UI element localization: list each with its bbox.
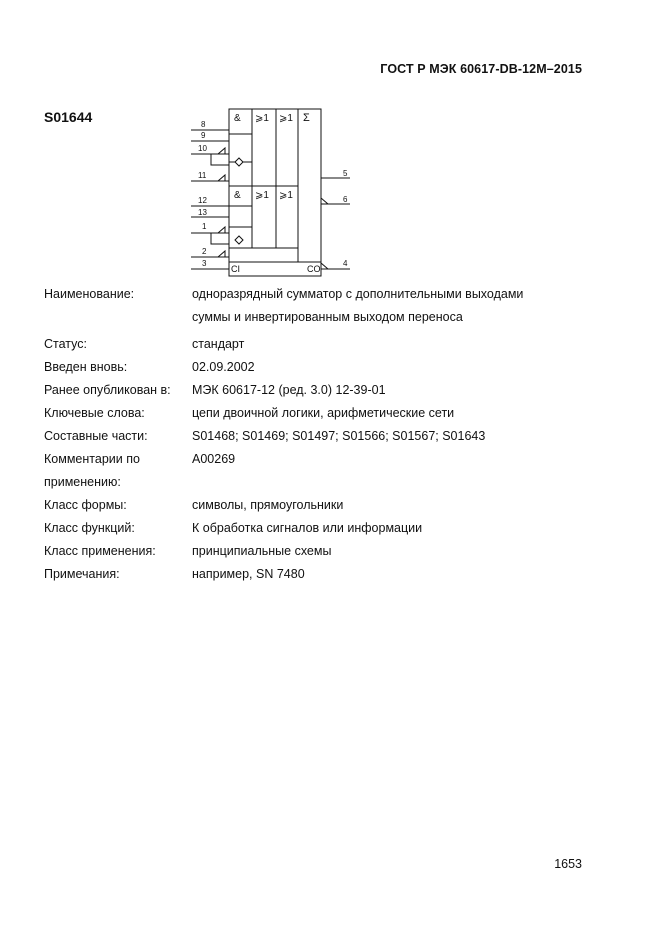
field-label: Наименование: bbox=[44, 287, 135, 301]
pin-8: 8 bbox=[201, 120, 206, 129]
pin-9: 9 bbox=[201, 131, 206, 140]
pin-6: 6 bbox=[343, 195, 348, 204]
pin-10: 10 bbox=[198, 144, 207, 153]
or-label-lower-1: ⩾1 bbox=[255, 190, 269, 201]
carry-out-label: CO bbox=[307, 264, 321, 274]
field-value: символы, прямоугольники bbox=[192, 498, 344, 512]
field-label: Класс функций: bbox=[44, 521, 135, 535]
page-number: 1653 bbox=[554, 857, 582, 871]
field-value: К обработка сигналов или информации bbox=[192, 521, 423, 535]
and-label-upper: & bbox=[234, 113, 241, 124]
field-value: A00269 bbox=[192, 452, 236, 466]
field-row-name bbox=[44, 283, 604, 306]
field-row-published bbox=[44, 379, 604, 402]
or-label-lower-2: ⩾1 bbox=[279, 190, 293, 201]
field-label: Примечания: bbox=[44, 567, 120, 581]
symbol-properties-table bbox=[44, 283, 604, 586]
field-value: 02.09.2002 bbox=[192, 360, 255, 374]
sum-sign-label: Σ bbox=[303, 112, 310, 124]
field-row-introduced bbox=[44, 356, 604, 379]
field-value: МЭК 60617-12 (ред. 3.0) 12-39-01 bbox=[192, 383, 386, 397]
or-label-upper-1: ⩾1 bbox=[255, 113, 269, 124]
field-label: применению: bbox=[44, 475, 121, 489]
field-value: S01468; S01469; S01497; S01566; S01567; S01643 bbox=[192, 429, 486, 443]
field-row-function-class bbox=[44, 517, 604, 540]
pin-11: 11 bbox=[198, 171, 207, 180]
pin-2: 2 bbox=[202, 247, 207, 256]
field-label: Комментарии по bbox=[44, 452, 140, 466]
field-label: Класс формы: bbox=[44, 498, 127, 512]
and-label-lower: & bbox=[234, 190, 241, 201]
pin-13: 13 bbox=[198, 208, 207, 217]
field-row-name-cont bbox=[44, 306, 604, 329]
field-row-keywords bbox=[44, 402, 604, 425]
field-value: например, SN 7480 bbox=[192, 567, 305, 581]
field-label: Составные части: bbox=[44, 429, 148, 443]
field-value: стандарт bbox=[192, 337, 245, 351]
standard-header: ГОСТ Р МЭК 60617-DB-12M–2015 bbox=[380, 62, 582, 76]
field-label: Ключевые слова: bbox=[44, 406, 145, 420]
pin-4: 4 bbox=[343, 259, 348, 268]
pin-12: 12 bbox=[198, 196, 207, 205]
field-row-comments-cont bbox=[44, 471, 604, 494]
adder-symbol-diagram bbox=[190, 107, 365, 279]
carry-in-label: CI bbox=[231, 264, 240, 274]
field-value: суммы и инвертированным выходом переноса bbox=[192, 310, 463, 324]
pin-3: 3 bbox=[202, 259, 207, 268]
field-value: цепи двоичной логики, арифметические сети bbox=[192, 406, 455, 420]
field-label: Ранее опубликован в: bbox=[44, 383, 171, 397]
field-row-notes bbox=[44, 563, 604, 586]
field-label: Введен вновь: bbox=[44, 360, 128, 374]
pin-5: 5 bbox=[343, 169, 348, 178]
field-label: Класс применения: bbox=[44, 544, 156, 558]
field-row-form-class bbox=[44, 494, 604, 517]
field-row-components bbox=[44, 425, 604, 448]
field-row-comments bbox=[44, 448, 604, 471]
field-value: принципиальные схемы bbox=[192, 544, 332, 558]
field-row-application-class bbox=[44, 540, 604, 563]
pin-1: 1 bbox=[202, 222, 207, 231]
symbol-code: S01644 bbox=[44, 109, 93, 125]
field-value: одноразрядный сумматор с дополнительными выходами bbox=[192, 287, 524, 301]
field-row-status bbox=[44, 333, 604, 356]
or-label-upper-2: ⩾1 bbox=[279, 113, 293, 124]
field-label: Статус: bbox=[44, 337, 87, 351]
